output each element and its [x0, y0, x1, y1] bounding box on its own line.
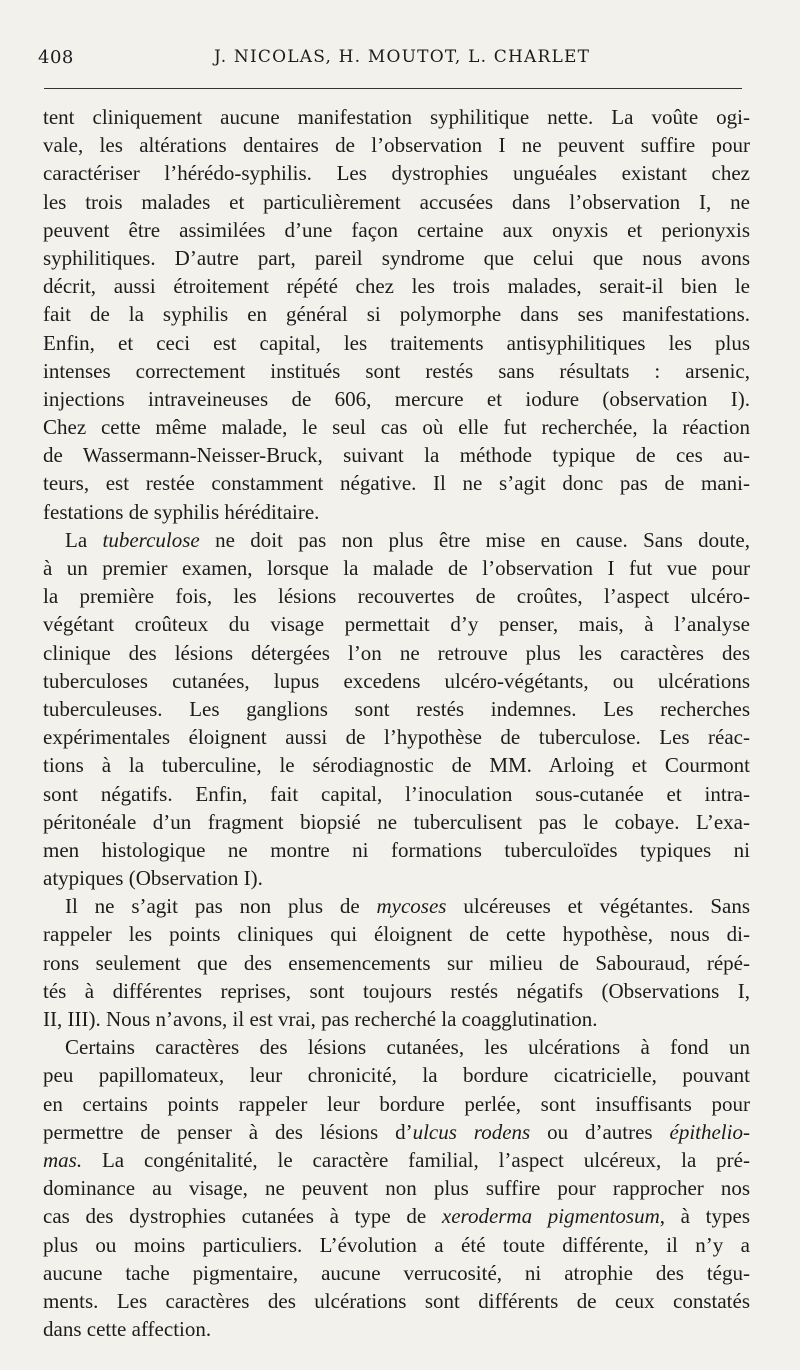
- line-text: ments. Les caractères des ulcérations sont différents de ceux constatés: [43, 1288, 750, 1313]
- page-number: 408: [38, 47, 74, 68]
- line-text: à un premier examen, lorsque la malade de l’observation I fut vue pour: [43, 556, 750, 580]
- line-text: rons seulement que des ensemencements sur milieu de Sabouraud, répé-: [43, 950, 750, 975]
- text-line: [43, 723, 750, 751]
- text-line: [43, 610, 750, 638]
- text-line: [43, 920, 750, 948]
- page-header: [0, 47, 800, 77]
- line-text: aucune tache pigmentaire, aucune verrucosité, ni atrophie des tégu-: [43, 1260, 750, 1285]
- line-text: injections intraveineuses de 606, mercure et iodure (observation I).: [43, 386, 750, 411]
- line-text: végétant croûteux du visage permettait d’y penser, mais, à l’analyse: [43, 612, 750, 637]
- italic-term: mycoses: [376, 894, 447, 919]
- line-text: syphilitiques. D’autre part, pareil syndrome que celui que nous avons: [43, 245, 750, 270]
- line-text: La congénitalité, le caractère familial, l’aspect ulcéreux, la pré-: [82, 1147, 750, 1172]
- line-text: Enfin, et ceci est capital, les traitements antisyphilitiques les plus: [43, 330, 750, 355]
- line-text: festations de syphilis héréditaire.: [43, 499, 320, 524]
- line-text: fait de la syphilis en général si polymorphe dans ses manifestations.: [43, 302, 750, 327]
- line-text: Chez cette même malade, le seul cas où elle fut recherchée, la réaction: [43, 415, 750, 440]
- line-text: tent cliniquement aucune manifestation syphilitique nette. La voûte ogi-: [43, 105, 750, 129]
- line-text: sont négatifs. Enfin, fait capital, l’inoculation sous-cutanée et intra-: [43, 781, 750, 806]
- line-text: ne doit pas non plus être mise en cause. Sans doute,: [199, 527, 751, 552]
- text-line: [43, 385, 750, 413]
- line-text: la première fois, les lésions recouvertes de croûtes, l’aspect ulcéro-: [43, 584, 750, 609]
- text-line: [43, 1174, 750, 1202]
- line-text: clinique des lésions détergées l’on ne retrouve plus les caractères des: [43, 640, 750, 665]
- text-line: [43, 300, 750, 328]
- text-line: [43, 582, 750, 610]
- line-text: men histologique ne montre ni formations tuberculoïdes typiques ni: [43, 837, 750, 862]
- text-line: [43, 1287, 750, 1315]
- italic-term: épithelio-: [669, 1119, 750, 1144]
- text-line: [43, 1005, 750, 1033]
- text-line: [43, 639, 750, 667]
- text-line: [43, 667, 750, 695]
- text-line: [43, 1202, 750, 1230]
- text-line: [43, 1090, 750, 1118]
- line-text: La: [65, 527, 103, 552]
- italic-term: tuberculose: [102, 527, 200, 552]
- line-text: intenses correctement institués sont restés sans résultats : arsenic,: [43, 358, 750, 383]
- line-text: rappeler les points cliniques qui éloignent de cette hypothèse, nous di-: [43, 922, 750, 947]
- line-text: Il ne s’agit pas non plus de: [65, 894, 377, 919]
- text-line: [43, 808, 750, 836]
- line-text: , à types: [659, 1204, 750, 1229]
- line-text: expérimentales éloignent aussi de l’hypothèse de tuberculose. Les réac-: [43, 725, 750, 750]
- italic-term: xeroderma pigmentosum: [441, 1204, 660, 1229]
- header-rule: [44, 88, 742, 89]
- line-text: peuvent être assimilées d’une façon certaine aux onyxis et perionyxis: [43, 217, 750, 242]
- text-line: [43, 159, 750, 187]
- text-line: [43, 357, 750, 385]
- text-line: [43, 1231, 750, 1259]
- line-text: péritonéale d’un fragment biopsié ne tuberculisent pas le cobaye. L’exa-: [43, 809, 750, 834]
- line-text: tés à différentes reprises, sont toujours restés négatifs (Observations I,: [43, 978, 750, 1003]
- text-line: [43, 1146, 750, 1174]
- line-text: en certains points rappeler leur bordure perlée, sont insuffisants pour: [43, 1091, 750, 1116]
- text-line: [43, 977, 750, 1005]
- text-line: [43, 864, 750, 892]
- line-text: ou d’autres: [530, 1119, 670, 1144]
- text-line: [43, 413, 750, 441]
- text-line: [43, 554, 750, 582]
- text-line: [43, 498, 750, 526]
- text-line: [43, 103, 750, 131]
- line-text: peu papillomateux, leur chronicité, la bordure cicatricielle, pouvant: [43, 1063, 750, 1088]
- line-text: cas des dystrophies cutanées à type de: [43, 1204, 442, 1229]
- text-line: [43, 188, 750, 216]
- line-text: tions à la tuberculine, le sérodiagnostic de MM. Arloing et Courmont: [43, 753, 750, 778]
- line-text: atypiques (Observation I).: [43, 866, 263, 891]
- line-text: dans cette affection.: [43, 1317, 212, 1342]
- text-line: [43, 836, 750, 864]
- line-text: Certains caractères des lésions cutanées, les ulcérations à fond un: [65, 1035, 750, 1060]
- text-line: [43, 1033, 750, 1061]
- italic-term: mas.: [43, 1147, 83, 1172]
- italic-term: ulcus rodens: [412, 1119, 531, 1144]
- text-line: [43, 441, 750, 469]
- line-text: tuberculoses cutanées, lupus excedens ulcéro-végétants, ou ulcérations: [43, 668, 750, 693]
- text-line: [43, 1315, 750, 1343]
- text-line: [43, 1061, 750, 1089]
- line-text: décrit, aussi étroitement répété chez les trois malades, serait-il bien le: [43, 274, 750, 299]
- text-line: [43, 780, 750, 808]
- line-text: de Wassermann-Neisser-Bruck, suivant la méthode typique de ces au-: [43, 443, 750, 468]
- line-text: tuberculeuses. Les ganglions sont restés indemnes. Les recherches: [43, 696, 750, 721]
- text-line: [43, 1259, 750, 1287]
- line-text: les trois malades et particulièrement accusées dans l’observation I, ne: [43, 189, 750, 214]
- text-line: [43, 695, 750, 723]
- text-line: [43, 1118, 750, 1146]
- line-text: vale, les altérations dentaires de l’observation I ne peuvent suffire pour: [43, 133, 750, 158]
- text-line: [43, 272, 750, 300]
- text-line: [43, 949, 750, 977]
- text-line: [43, 244, 750, 272]
- line-text: dominance au visage, ne peuvent non plus suffire pour rapprocher nos: [43, 1176, 750, 1201]
- line-text: plus ou moins particuliers. L’évolution a été toute différente, il n’y a: [43, 1232, 750, 1257]
- line-text: teurs, est restée constamment négative. Il ne s’agit donc pas de mani-: [43, 471, 750, 496]
- line-text: caractériser l’hérédo-syphilis. Les dystrophies unguéales existant chez: [43, 161, 750, 186]
- body-text: [43, 103, 750, 1343]
- line-text: permettre de penser à des lésions d’: [43, 1119, 413, 1144]
- line-text: ulcéreuses et végétantes. Sans: [446, 894, 750, 919]
- text-line: [43, 131, 750, 159]
- text-line: [43, 892, 750, 920]
- text-line: [43, 469, 750, 497]
- running-head: J. NICOLAS, H. MOUTOT, L. CHARLET: [214, 47, 591, 67]
- text-line: [43, 329, 750, 357]
- text-line: [43, 751, 750, 779]
- text-line: [43, 526, 750, 554]
- text-line: [43, 216, 750, 244]
- line-text: II, III). Nous n’avons, il est vrai, pas recherché la coagglutination.: [43, 1007, 598, 1031]
